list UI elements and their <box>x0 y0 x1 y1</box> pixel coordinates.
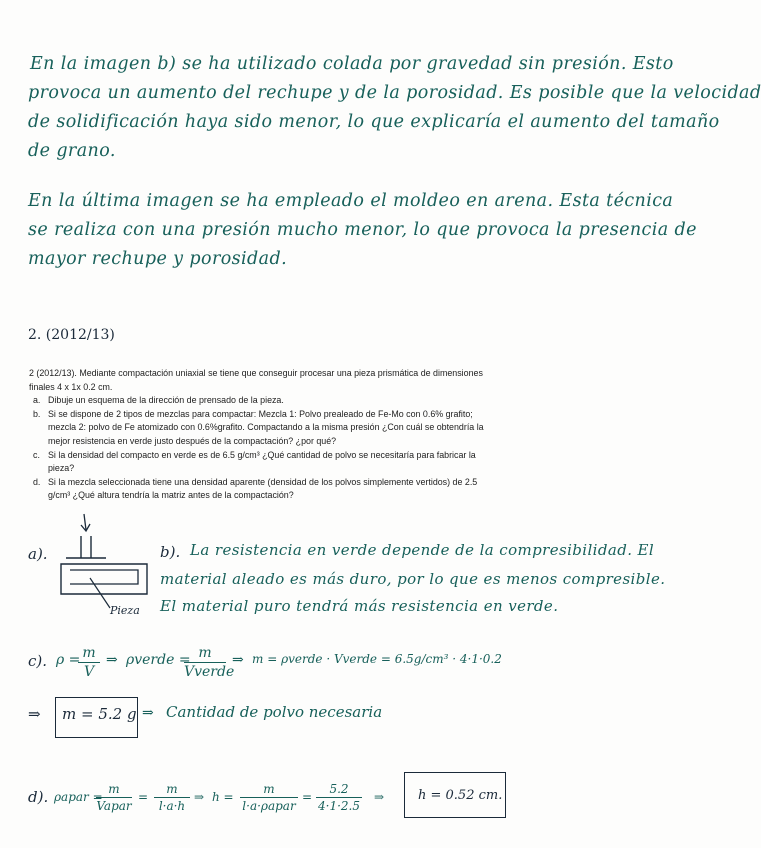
implies-arrow: ⇒ <box>106 652 118 668</box>
handwritten-paragraph-line: de solidificación haya sido menor, lo que explicaría el aumento del tamaño <box>28 112 720 132</box>
h-equals: h = <box>212 790 234 804</box>
mass-result-text: Cantidad de polvo necesaria <box>166 703 383 721</box>
item-label: a. <box>33 395 41 406</box>
fraction-numerator: m <box>82 645 96 661</box>
fraction-numeric <box>316 782 362 813</box>
answer-c-label: c). <box>28 652 48 670</box>
problem-item-d <box>33 476 574 503</box>
answer-a-label: a). <box>28 545 48 563</box>
fraction-denominator: l·a·ρapar <box>242 799 296 813</box>
pieza-label: Pieza <box>110 604 140 617</box>
handwritten-paragraph-line: se realiza con una presión mucho menor, lo que provoca la presencia de <box>28 220 697 240</box>
problem-intro-line: 2 (2012/13). Mediante compactación uniaxial se tiene que conseguir procesar una pieza prismática de dimensiones <box>29 368 483 378</box>
fraction-denominator: 4·1·2.5 <box>318 799 360 813</box>
fraction-bar <box>154 797 190 798</box>
item-line: Si la mezcla seleccionada tiene una densidad aparente (densidad de los polvos simplemente vertidos) de 2.5 <box>48 476 478 487</box>
implies-arrow: ⇒ <box>28 705 41 723</box>
mass-equation: m = ρverde · Vverde = 6.5g/cm³ · 4·1·0.2 <box>252 652 502 666</box>
fraction-denominator: l·a·h <box>158 799 186 813</box>
fraction-m-over-vapar <box>96 782 132 813</box>
fraction-m-over-la-rho <box>240 782 298 813</box>
rho-symbol: ρ = <box>56 652 81 668</box>
handwritten-paragraph-line: provoca un aumento del rechupe y de la porosidad. Es posible que la velocidad <box>28 83 761 103</box>
die-cavity <box>70 570 138 584</box>
item-line: pieza? <box>48 463 75 474</box>
item-label: d. <box>33 476 41 487</box>
equals-sign: = <box>302 790 313 804</box>
fraction-bar <box>184 662 226 663</box>
fraction-m-over-v <box>78 645 100 680</box>
press-direction-arrow <box>84 514 86 530</box>
fraction-numerator: m <box>108 782 120 796</box>
handwritten-paragraph-line: En la imagen b) se ha utilizado colada por gravedad sin presión. Esto <box>30 54 674 74</box>
item-line: Si se dispone de 2 tipos de mezclas para compactar: Mezcla 1: Polvo prealeado de Fe-Mo con 0.6% grafito; <box>48 408 473 419</box>
rho-apar-symbol: ρapar = <box>54 790 103 804</box>
item-line: Si la densidad del compacto en verde es de 6.5 g/cm³ ¿Qué cantidad de polvo se necesitaría para fabricar la <box>48 449 476 460</box>
fraction-bar <box>240 797 298 798</box>
problem-intro-line: finales 4 x 1x 0.2 cm. <box>29 381 113 392</box>
problem-item-b <box>33 408 574 449</box>
fraction-m-over-lah <box>154 782 190 813</box>
die-outer-outline <box>61 564 147 594</box>
fraction-denominator: V <box>83 664 95 680</box>
answer-d-label: d). <box>28 788 49 806</box>
fraction-numerator: 5.2 <box>329 782 349 796</box>
item-line: mejor resistencia en verde justo después de la compactación? ¿por qué? <box>48 435 337 446</box>
answer-b-line: material aleado es más duro, por lo que es menos compresible. <box>160 570 666 588</box>
item-line: Dibuje un esquema de la dirección de prensado de la pieza. <box>48 395 284 406</box>
handwritten-paragraph-line: mayor rechupe y porosidad. <box>28 249 288 269</box>
answer-b-line: El material puro tendrá más resistencia en verde. <box>160 597 559 615</box>
fraction-m-over-vverde <box>184 645 235 680</box>
fraction-bar <box>96 797 132 798</box>
fraction-denominator: Vverde <box>184 664 235 680</box>
fraction-bar <box>316 797 362 798</box>
implies-arrow: ⇒ <box>374 790 385 804</box>
mass-result: m = 5.2 g <box>62 705 137 723</box>
press-diagram <box>60 512 170 612</box>
answer-b-line: La resistencia en verde depende de la compresibilidad. El <box>190 541 655 559</box>
handwritten-paragraph-line: En la última imagen se ha empleado el moldeo en arena. Esta técnica <box>28 191 674 211</box>
equals-sign: = <box>138 790 149 804</box>
item-label: b. <box>33 408 41 419</box>
fraction-numerator: m <box>263 782 275 796</box>
implies-arrow: ⇒ <box>194 790 205 804</box>
item-label: c. <box>33 449 40 460</box>
height-result: h = 0.52 cm. <box>418 788 503 803</box>
implies-arrow: ⇒ <box>142 705 154 721</box>
item-line: g/cm³ ¿Qué altura tendría la matriz antes de la compactación? <box>48 490 294 501</box>
fraction-denominator: Vapar <box>96 799 132 813</box>
problem-statement <box>29 367 574 503</box>
handwritten-paragraph-line: de grano. <box>28 141 116 161</box>
problem-item-c <box>33 449 574 476</box>
problem-item-a <box>33 394 574 408</box>
fraction-bar <box>78 662 100 663</box>
section-heading: 2. (2012/13) <box>28 327 115 343</box>
fraction-numerator: m <box>198 645 212 661</box>
rho-verde-symbol: ρverde = <box>126 652 191 668</box>
implies-arrow: ⇒ <box>232 652 244 668</box>
answer-b-label: b). <box>160 543 181 561</box>
fraction-numerator: m <box>166 782 178 796</box>
piece-pointer <box>90 578 110 608</box>
item-line: mezcla 2: polvo de Fe atomizado con 0.6%grafito. Compactando a la misma presión ¿Con cuál se obtendría la <box>48 422 484 433</box>
